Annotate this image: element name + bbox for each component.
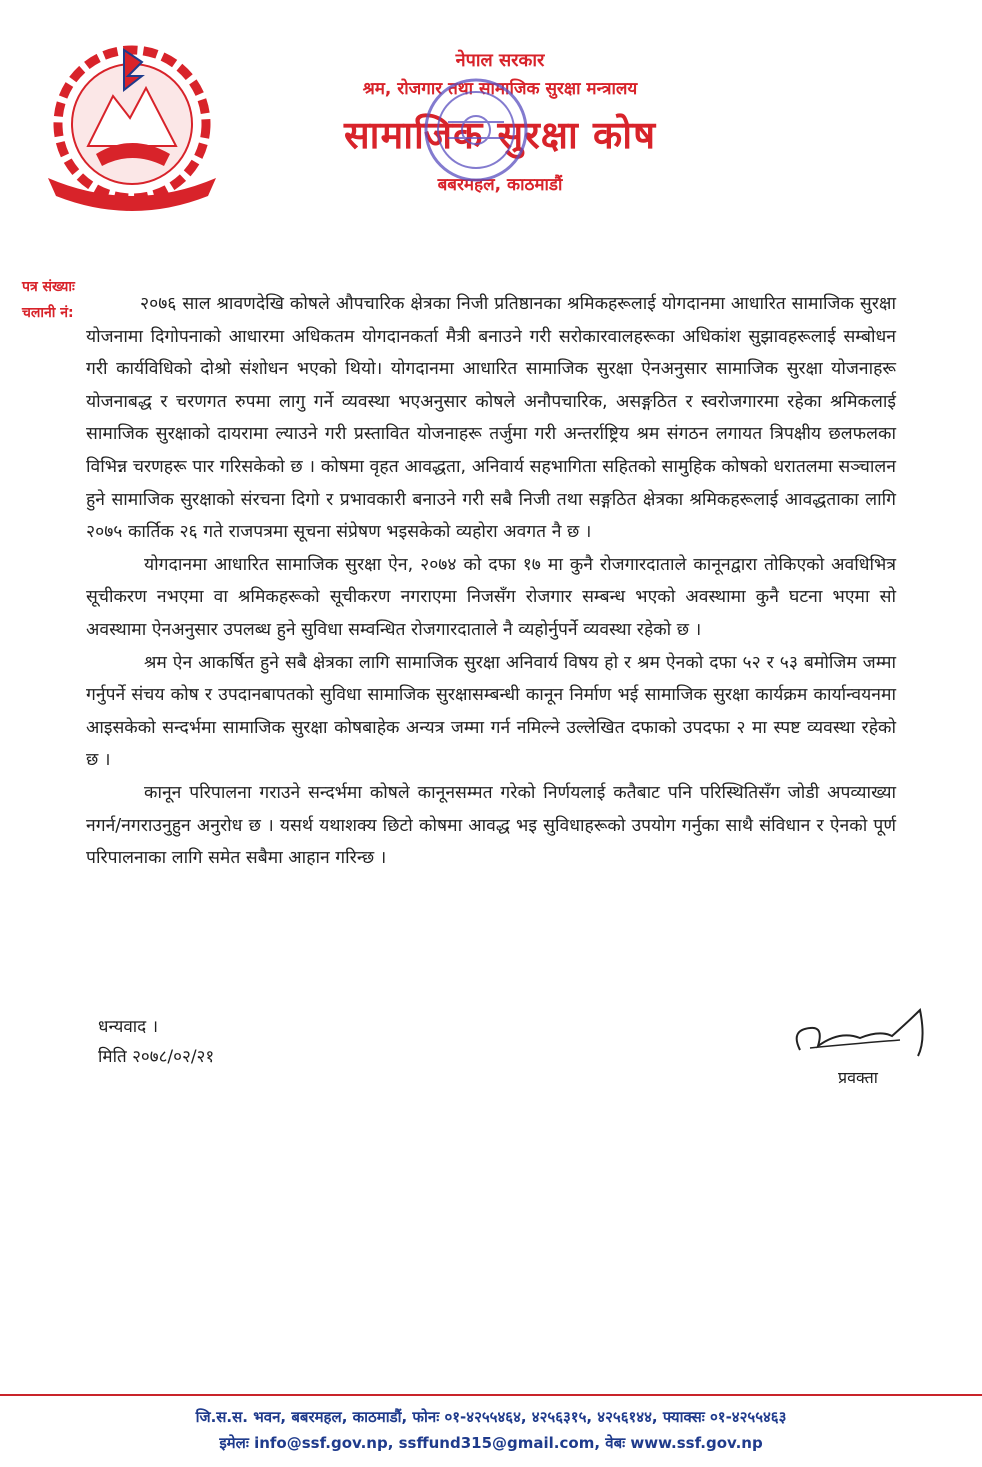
paragraph: २०७६ साल श्रावणदेखि कोषले औपचारिक क्षेत्रका निजी प्रतिष्ठानका श्रमिकहरूलाई योगदानमा आधारित सामाजिक सुरक्षा योजनामा दिगोपनाको आधारमा अधिकतम योगदानकर्ता मैत्री बनाउने गरी सरोकारवालहरूका अधिकांश सुझावहरूलाई सम्बोधन गरी कार्यविधिको दोश्रो संशोधन भएको थियो। योगदानमा आधारित सामाजिक सुरक्षा ऐनअनुसार सामाजिक सुरक्षा योजनाहरू योजनाबद्ध र चरणगत रुपमा लागु गर्ने व्यवस्था भएअनुसार कोषले अनौपचारिक, असङ्गठित र स्वरोजगारमा रहेका श्रमिकलाई सामाजिक सुरक्षाको दायरामा ल्याउने गरी प्रस्तावित योजनाहरू तर्जुमा गरी अन्तर्राष्ट्रिय श्रम संगठन लगायत त्रिपक्षीय छलफलका विभिन्न चरणहरू पार गरिसकेको छ । कोषमा वृहत आवद्धता, अनिवार्य सहभागिता सहितको सामुहिक कोषको धरातलमा सञ्चालन हुने सामाजिक सुरक्षाको संरचना दिगो र प्रभावकारी बनाउने गरी सबै निजी तथा सङ्गठित क्षेत्रका श्रमिकहरूलाई आवद्धताका लागि २०७५ कार्तिक २६ गते राजपत्रमा सूचना संप्रेषण भइसकेको व्यहोरा अवगत नै छ ।: [86, 294, 896, 543]
nepal-emblem-icon: [38, 36, 226, 212]
government-name: नेपाल सरकार: [455, 50, 545, 71]
closing-block: [98, 1012, 214, 1072]
paragraph: श्रम ऐन आकर्षित हुने सबै क्षेत्रका लागि सामाजिक सुरक्षा अनिवार्य विषय हो र श्रम ऐनको दफा ५२ र ५३ बमोजिम जम्मा गर्नुपर्ने संचय कोष र उपदानबापतको सुविधा सामाजिक सुरक्षासम्बन्धी कानून निर्माण भई सामाजिक सुरक्षा कार्यक्रम कार्यान्वयनमा आइसकेको सन्दर्भमा सामाजिक सुरक्षा कोषबाहेक अन्यत्र जम्मा गर्न नमिल्ने उल्लेखित दफाको उपदफा २ मा स्पष्ट व्यवस्था रहेको छ ।: [86, 652, 896, 771]
letter-date: मिति २०७८/०२/२१: [98, 1047, 215, 1067]
paragraph: कानून परिपालना गराउने सन्दर्भमा कोषले कानूनसम्मत गरेको निर्णयलाई कतैबाट पनि परिस्थितिसँग जोडी अपव्याख्या नगर्न/नगराउनुहुन अनुरोध छ । यसर्थ यथाशक्य छिटो कोषमा आवद्ध भइ सुविधाहरूको उपयोग गर्नुका साथै संविधान र ऐनको पूर्ण परिपालनाका लागि समेत सबैमा आहान गरिन्छ ।: [86, 782, 896, 869]
thanks-text: धन्यवाद ।: [98, 1017, 159, 1037]
signatory-title: प्रवक्ता: [838, 1068, 878, 1087]
letter-body: [86, 288, 896, 875]
footer-divider: [0, 1394, 982, 1396]
office-location: बबरमहल, काठमाडौं: [437, 175, 563, 195]
dispatch-number-label: चलानी नं:: [22, 305, 74, 321]
paragraph: योगदानमा आधारित सामाजिक सुरक्षा ऐन, २०७४ को दफा १७ मा कुनै रोजगारदाताले कानूनद्वारा तोकिएको अवधिभित्र सूचीकरण नभएमा वा श्रमिकहरूको सूचीकरण नगराएमा निजसँग रोजगार सम्बन्ध भएको अवस्थामा कुनै घटना भएमा सो अवस्थामा ऐनअनुसार उपलब्ध हुने सुविधा सम्वन्धित रोजगारदाताले नै व्यहोर्नुपर्ने व्यवस्था रहेको छ ।: [86, 554, 896, 640]
handwritten-signature-icon: [780, 1000, 940, 1070]
footer-address: जि.स.स. भवन, बबरमहल, काठमाडौं, फोनः ०१-४२५५४६४, ४२५६३१५, ४२५६१४४, फ्याक्सः ०१-४२५५४६३: [195, 1408, 787, 1426]
letter-number-label: पत्र संख्याः: [22, 279, 75, 295]
fund-name: सामाजिक सुरक्षा कोष: [343, 113, 657, 157]
ministry-name: श्रम, रोजगार तथा सामाजिक सुरक्षा मन्त्रालय: [362, 79, 638, 99]
footer-contact: इमेलः info@ssf.gov.np, ssffund315@gmail.com, वेबः www.ssf.gov.np: [219, 1434, 763, 1452]
office-seal-icon: [418, 62, 534, 212]
footer: [0, 1404, 982, 1456]
